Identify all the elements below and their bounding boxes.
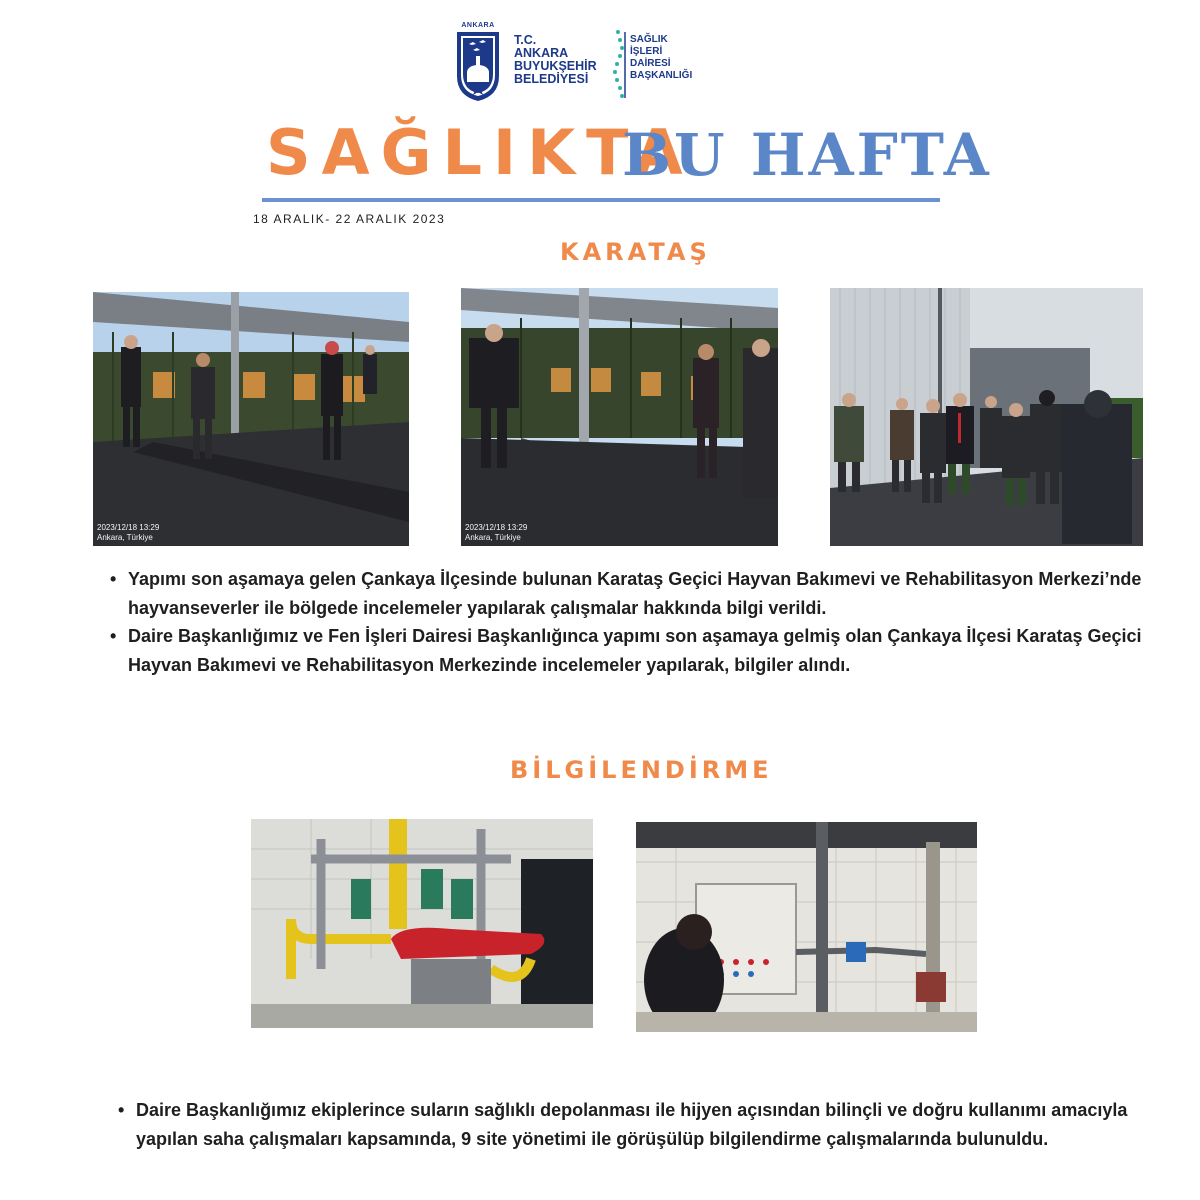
karatas-bullet-list — [110, 565, 1150, 679]
photo-location: Ankara, Türkiye — [465, 533, 521, 542]
photo-boiler-room — [251, 819, 593, 1028]
date-range: 18 ARALIK- 22 ARALIK 2023 — [253, 212, 446, 226]
photo-control-panel-inspection — [636, 822, 977, 1032]
photo-timestamp: 2023/12/18 13:29 — [97, 523, 160, 532]
municipality-name: T.C. ANKARA BUYUKŞEHİR BELEDİYESİ — [514, 33, 597, 86]
ankara-shield-icon — [455, 30, 501, 102]
title-divider — [262, 198, 940, 202]
section-heading-karatas: KARATAŞ — [560, 238, 711, 266]
department-name: SAĞLIK İŞLERİ DAİRESİ BAŞKANLIĞI — [630, 34, 693, 81]
photo-timestamp: 2023/12/18 13:29 — [465, 523, 528, 532]
page-title — [262, 116, 992, 189]
bilgilendirme-bullet-list — [118, 1096, 1168, 1153]
ankara-logo-label: ANKARA — [461, 22, 495, 29]
photo-karatas-shelter-1 — [93, 292, 409, 546]
photo-location: Ankara, Türkiye — [97, 533, 153, 542]
list-item: • Yapımı son aşamaya gelen Çankaya İlçesinde bulunan Karataş Geçici Hayvan Bakımevi ve Rehabilitasyon Merkezi’nde hayvanseverler ile bölgede incelemeler yapılarak çalışmalar hakkında bilgi verildi. — [110, 565, 1150, 622]
title-part-bu-hafta: BU HAFTA — [622, 121, 992, 189]
header-logos — [452, 22, 702, 104]
list-item: • Daire Başkanlığımız ekiplerince suların sağlıklı depolanması ile hijyen açısından bilinçli ve doğru kullanımı amacıyla yapılan saha çalışmaları kapsamında, 9 site yönetimi ile görüşülüp bilgilendirme çalışmalarında bulunuldu. — [118, 1096, 1168, 1153]
ankara-municipality-logo — [452, 22, 504, 102]
dna-separator-icon — [610, 28, 626, 100]
photo-karatas-shelter-2 — [461, 288, 778, 546]
list-item: • Daire Başkanlığımız ve Fen İşleri Dairesi Başkanlığınca yapımı son aşamaya gelmiş olan Çankaya İlçesi Karataş Geçici Hayvan Bakımevi ve Rehabilitasyon Merkezinde incelemeler yapılarak, bilgiler alındı. — [110, 622, 1150, 679]
section-heading-bilgilendirme: BİLGİLENDİRME — [510, 756, 773, 784]
photo-karatas-site-visit — [830, 288, 1143, 546]
title-part-saglikta: SAĞLIKTA — [266, 116, 694, 189]
